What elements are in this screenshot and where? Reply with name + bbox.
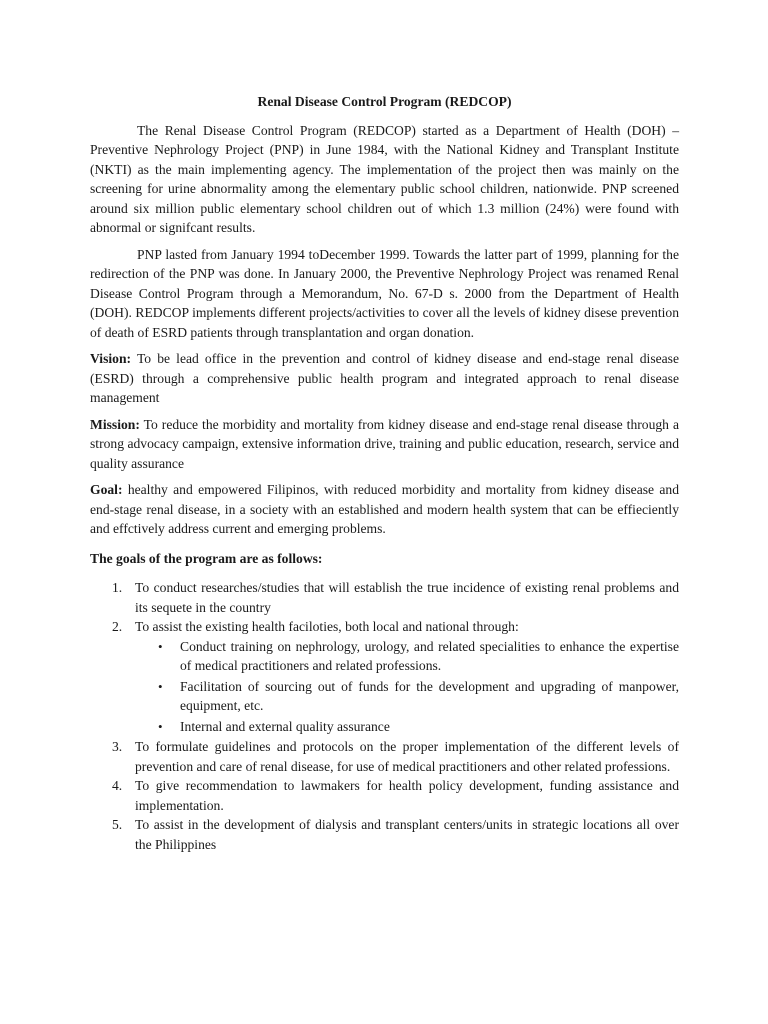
goal-number: 3. (112, 739, 123, 754)
goal-2-bullets (135, 637, 679, 737)
goal-number: 1. (112, 580, 123, 595)
goal-paragraph (90, 480, 679, 539)
goals-list-item (90, 815, 679, 854)
mission-label: Mission: (90, 416, 140, 432)
goals-list-item (90, 617, 679, 736)
bullet-item (135, 717, 679, 737)
intro-paragraph: The Renal Disease Control Program (REDCOP) started as a Department of Health (DOH) – Preventive Nephrology Project (PNP) in June 1984, with the National Kidney and Transplant Institute (NKTI) as the main implementing agency. The implementation of the project then was mainly on the screening for urine abnormality among the elementary public school children, nationwide. PNP screened around six million public elementary school children out of which 1.3 million (24%) were found with abnormal or signifcant results. (90, 122, 679, 235)
goals-list (90, 578, 679, 854)
document-page (90, 92, 679, 854)
bullet-icon: • (158, 638, 163, 654)
mission-paragraph (90, 415, 679, 474)
history-paragraph: PNP lasted from January 1994 toDecember 1999. Towards the latter part of 1999, planning for the redirection of the PNP was done. In January 2000, the Preventive Nephrology Project was renamed Renal Disease Control Program through a Memorandum, No. 67-D s. 2000 from the Department of Health (DOH). REDCOP implements different projects/activities to cover all the levels of kidney disese prevention of death of ESRD patients through transplantation and organ donation. (90, 246, 679, 340)
vision-label: Vision: (90, 351, 132, 366)
bullet-icon: • (158, 678, 163, 694)
mission-text: To reduce the morbidity and mortality from kidney disease and end-stage renal disease through a strong advocacy campaign, extensive information drive, training and public education, research, service and quality assurance (90, 416, 680, 471)
goal-number: 2. (112, 619, 123, 634)
goal-text: healthy and empowered Filipinos, with reduced morbidity and mortality from kidney disease and end-stage renal disease, in a society with an established and modern health system that can be effieciently and effctively address current and emerging problems. (90, 482, 679, 536)
goals-heading: The goals of the program are as follows: (90, 550, 323, 566)
bullet-text: Conduct training on nephrology, urology, and related specialities to enhance the expertise of medical practitioners and related professions. (180, 638, 679, 673)
vision-text: To be lead office in the prevention and control of kidney disease and end-stage renal disease (ESRD) through a comprehensive public health program and integrated approach to renal disease management (90, 351, 680, 405)
bullet-text: Internal and external quality assurance (180, 718, 390, 734)
goal-number: 4. (112, 778, 123, 793)
goals-list-item (90, 737, 679, 776)
bullet-text: Facilitation of sourcing out of funds for the development and upgrading of manpower, equipment, etc. (180, 678, 679, 713)
bullet-item (135, 677, 679, 716)
document-title: Renal Disease Control Program (REDCOP) (257, 94, 512, 109)
goal-item-text: To assist the existing health faciloties, both local and national through: (135, 619, 519, 634)
goal-item-text: To formulate guidelines and protocols on the proper implementation of the different levels of prevention and care of renal disease, for use of medical practitioners and other related professions. (135, 739, 679, 774)
bullet-icon: • (158, 718, 163, 734)
vision-paragraph (90, 349, 679, 408)
goal-item-text: To assist in the development of dialysis and transplant centers/units in strategic locations all over the Philippines (135, 817, 679, 852)
goal-item-text: To conduct researches/studies that will establish the true incidence of existing renal problems and its sequete in the country (135, 580, 679, 615)
goal-number: 5. (112, 817, 123, 832)
goals-list-item (90, 578, 679, 617)
goals-list-item (90, 776, 679, 815)
goal-item-text: To give recommendation to lawmakers for health policy development, funding assistance and implementation. (135, 778, 679, 813)
bullet-item (135, 637, 679, 676)
goal-label: Goal: (90, 482, 123, 497)
